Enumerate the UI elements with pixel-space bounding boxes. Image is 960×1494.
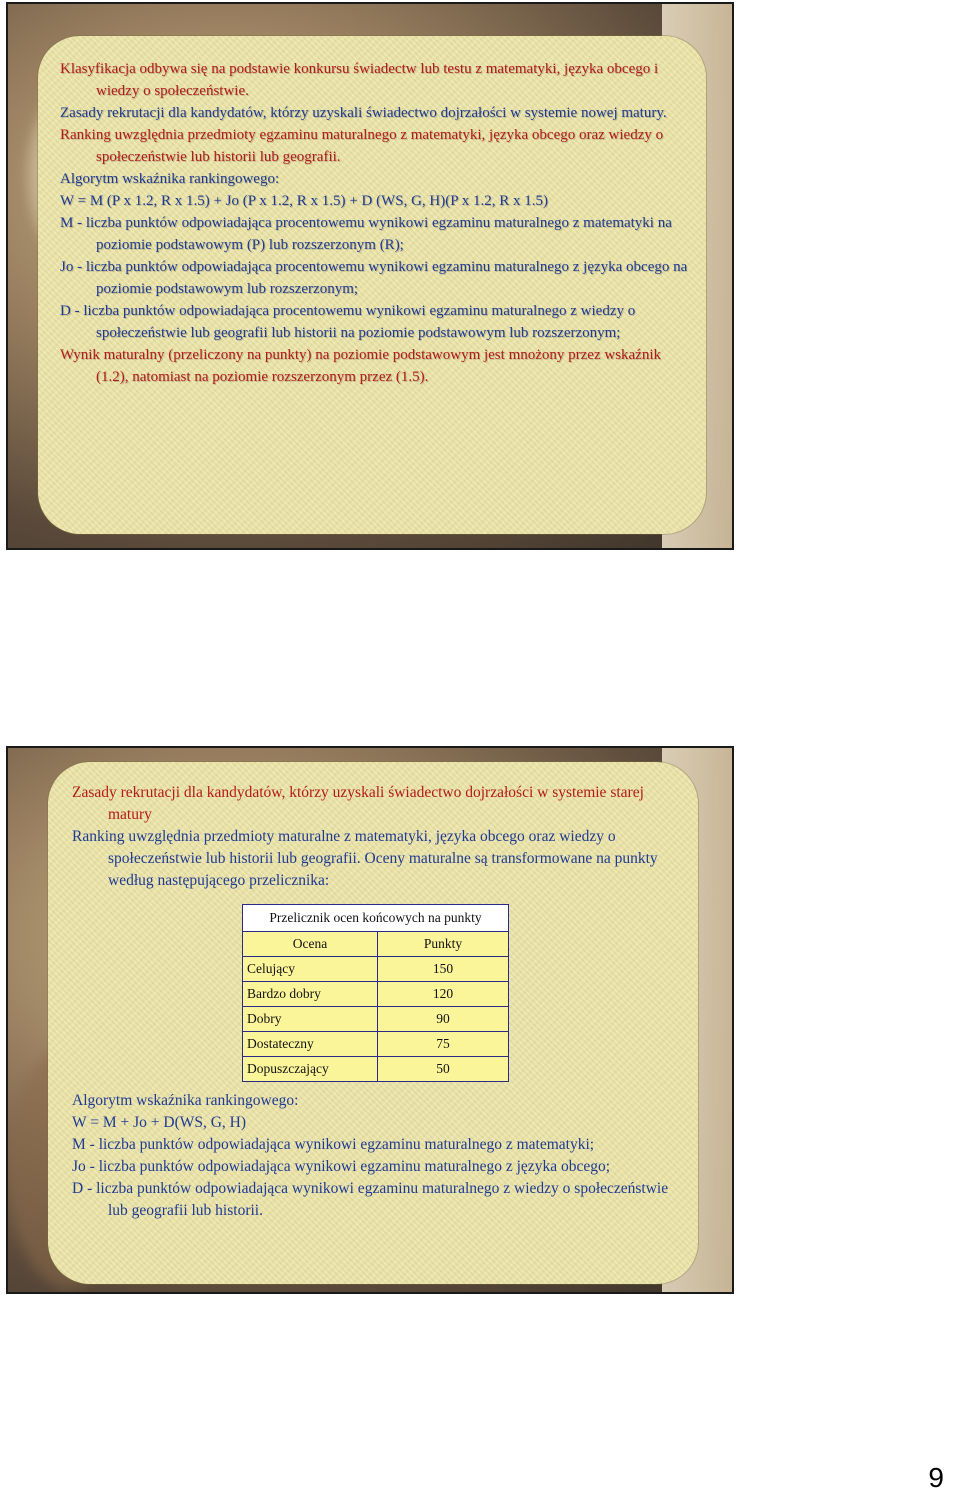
def-m: M - liczba punktów odpowiadająca wynikowi egzaminu maturalnego z matematyki; bbox=[72, 1136, 595, 1153]
grade-cell: Dostateczny bbox=[243, 1032, 378, 1057]
slide-2-intro bbox=[72, 782, 682, 892]
points-cell: 90 bbox=[378, 1007, 509, 1032]
line-def-d: D - liczba punktów odpowiadająca procentowemu wynikowi egzaminu maturalnego z wiedzy o społeczeństwie lub geografii lub historii na poziomie podstawowym lub rozszerzonym; bbox=[60, 303, 636, 341]
table-row bbox=[243, 957, 509, 982]
line-result-note: Wynik maturalny (przeliczony na punkty) na poziomie podstawowym jest mnożony przez wskaźnik (1.2), natomiast na poziomie rozszerzonym przez (1.5). bbox=[60, 347, 662, 385]
grade-conversion-table bbox=[242, 904, 509, 1082]
slide-2-algorithm bbox=[72, 1090, 682, 1222]
table-row bbox=[243, 1057, 509, 1082]
line-formula: W = M (P x 1.2, R x 1.5) + Jo (P x 1.2, R x 1.5) + D (WS, G, H)(P x 1.2, R x 1.5) bbox=[60, 193, 549, 209]
line-ranking: Ranking uwzględnia przedmioty egzaminu maturalnego z matematyki, języka obcego oraz wiedzy o społeczeństwie lub historii lub geografii. bbox=[60, 127, 664, 165]
grade-cell: Dopuszczający bbox=[243, 1057, 378, 1082]
line-def-jo: Jo - liczba punktów odpowiadająca procentowemu wynikowi egzaminu maturalnego z języka obcego na poziomie podstawowym lub rozszerzonym; bbox=[60, 259, 688, 297]
line-algorithm-title: Algorytm wskaźnika rankingowego: bbox=[60, 171, 280, 187]
table-header-points: Punkty bbox=[378, 932, 509, 957]
intro-old-matura: Zasady rekrutacji dla kandydatów, którzy uzyskali świadectwo dojrzałości w systemie starej matury bbox=[72, 784, 644, 823]
points-cell: 120 bbox=[378, 982, 509, 1007]
formula: W = M + Jo + D(WS, G, H) bbox=[72, 1114, 247, 1131]
algorithm-title: Algorytm wskaźnika rankingowego: bbox=[72, 1092, 299, 1109]
line-classification: Klasyfikacja odbywa się na podstawie konkursu świadectw lub testu z matematyki, języka obcego i wiedzy o społeczeństwie. bbox=[60, 61, 659, 99]
table-row bbox=[243, 1007, 509, 1032]
line-def-m: M - liczba punktów odpowiadająca procentowemu wynikowi egzaminu maturalnego z matematyki na poziomie podstawowym (P) lub rozszerzonym (R); bbox=[60, 215, 672, 253]
def-jo: Jo - liczba punktów odpowiadająca wynikowi egzaminu maturalnego z języka obcego; bbox=[72, 1158, 611, 1175]
page-number: 9 bbox=[928, 1462, 944, 1493]
points-cell: 50 bbox=[378, 1057, 509, 1082]
grade-cell: Bardzo dobry bbox=[243, 982, 378, 1007]
slide-1 bbox=[6, 2, 734, 550]
table-header-grade: Ocena bbox=[243, 932, 378, 957]
table-caption: Przelicznik ocen końcowych na punkty bbox=[243, 905, 509, 932]
intro-ranking: Ranking uwzględnia przedmioty maturalne z matematyki, języka obcego oraz wiedzy o społeczeństwie lub historii lub geografii. Oceny maturalne są transformowane na punkty według następującego przelicznika: bbox=[72, 828, 658, 889]
grade-cell: Celujący bbox=[243, 957, 378, 982]
points-cell: 75 bbox=[378, 1032, 509, 1057]
table-row bbox=[243, 1032, 509, 1057]
line-new-matura: Zasady rekrutacji dla kandydatów, którzy uzyskali świadectwo dojrzałości w systemie nowej matury. bbox=[60, 105, 667, 121]
def-d: D - liczba punktów odpowiadająca wynikowi egzaminu maturalnego z wiedzy o społeczeństwie lub geografii lub historii. bbox=[72, 1180, 669, 1219]
grade-cell: Dobry bbox=[243, 1007, 378, 1032]
slide-2 bbox=[6, 746, 734, 1294]
points-cell: 150 bbox=[378, 957, 509, 982]
table-row bbox=[243, 982, 509, 1007]
slide-1-text bbox=[60, 58, 692, 388]
